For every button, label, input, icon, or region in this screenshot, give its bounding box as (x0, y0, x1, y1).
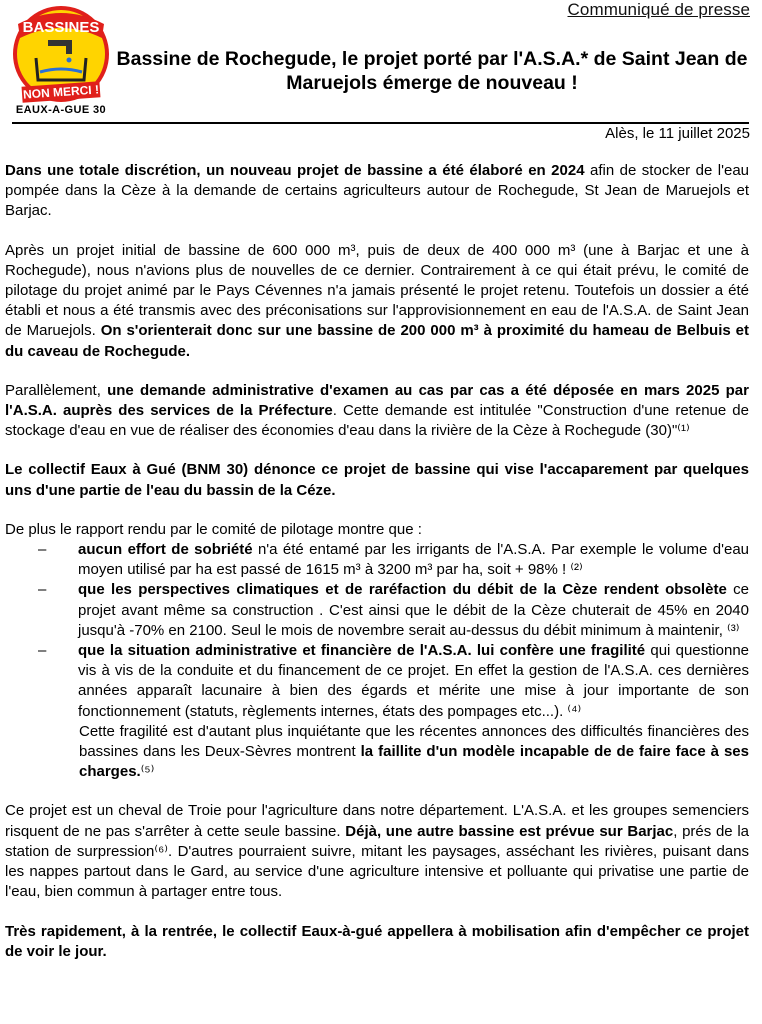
press-release-body (5, 161, 749, 981)
list-item (5, 641, 749, 722)
history-text: Après un projet initial de bassine de 600 000 m³, puis de deux de 400 000 m³ (une à Barjac et une à Rochegude), nous n'avions plus de nouvelles de ce dernier. Contrairement à ce qui était prévu, le comité de pilotage du projet animé par le Pays Cévennes n'a jamais présenté le projet retenu. Toutefois un dossier a été établi et nous a été transmis avec des préconisations sur l'approvisionnement en eau de l'A.S.A. de Saint Jean de Maruejols. (5, 241, 749, 340)
list-item-text: qui questionne vis à vis de la conduite et du financement de ce projet. En effet la gestion de l'A.S.A. ces dernières années apparaît lacunaire à bien des égards et mérite une mise à jour importante de son fonctionnement (statuts, règlements internes, états des pompages etc...). ⁽⁴⁾ (78, 642, 750, 720)
trojan-bold-text: Déjà, une autre bassine est prévue sur Barjac (345, 822, 674, 840)
fragility-followup (79, 722, 749, 783)
footnote-marker: ⁽⁵⁾ (140, 763, 155, 781)
paragraph-administrative-request (5, 381, 749, 442)
release-date: Alès, le 11 juillet 2025 (605, 125, 750, 142)
paragraph-collective-statement: Le collectif Eaux à Gué (BNM 30) dénonce ce projet de bassine qui vise l'accaparement par quelques uns d'une partie de l'eau du bassin de la Céze. (5, 461, 749, 499)
svg-text:NON MERCI !: NON MERCI ! (22, 82, 100, 102)
findings-intro: De plus le rapport rendu par le comité de pilotage montre que : (5, 520, 422, 538)
request-lead-text: Parallèlement, (5, 381, 108, 399)
logo-caption: EAUX-A-GUE 30 (15, 104, 107, 116)
followup-text: Cette fragilité est d'autant plus inquiétante que les récentes annonces des difficultés financières des bassines dans les Deux-Sèvres montrent (79, 722, 749, 761)
list-item-bold: que les perspectives climatiques et de raréfaction du débit de la Cèze rendent obsolète (78, 581, 727, 599)
paragraph-project-history (5, 241, 749, 362)
page-title: Bassine de Rochegude, le projet porté par l'A.S.A.* de Saint Jean de Maruejols émerge de nouveau ! (116, 48, 748, 94)
document-type-label: Communiqué de presse (567, 0, 750, 19)
list-item-text: ce projet avant même sa construction . C'est ainsi que le débit de la Cèze chuterait de 45% en 2040 jusqu'à -70% en 2100. Seul le mois de novembre serait au-dessus du débit minimum à maintenir, ⁽³⁾ (78, 581, 750, 639)
svg-text:BASSINES: BASSINES (22, 19, 100, 36)
logo-emblem-icon (8, 4, 114, 108)
collective-logo (8, 4, 114, 122)
steering-report-findings (5, 520, 749, 783)
intro-bold-text: Dans une totale discrétion, un nouveau projet de bassine a été élaboré en 2024 (5, 162, 585, 179)
trojan-text: , prés de la station de surpression⁽⁶⁾. D'autres pourraient suivre, mitant les paysages, asséchant les rivières, puisant dans les nappes partout dans le Gard, au service d'une agriculture intensive et polluante qui privatise une partie de l'eau, bien commun à partager entre tous. (5, 822, 750, 901)
list-dash: – (38, 642, 47, 660)
followup-bold-text: la faillite d'un modèle incapable de de faire face à ses charges. (79, 743, 749, 781)
list-dash: – (38, 581, 47, 599)
request-text: . Cette demande est intitulée "Construction d'une retenue de stockage d'eau en vue de réaliser des économies d'eau dans la rivière de la Cèze à Rochegude (30)"⁽¹⁾ (5, 402, 749, 440)
list-item-text: n'a été entamé par les irrigants de l'A.S.A. Par exemple le volume d'eau moyen utilisé par ha est passé de 1615 m³ à 3200 m³ par ha, soit + 98% ! ⁽²⁾ (78, 541, 750, 579)
list-item-bold: que la situation administrative et financière de l'A.S.A. lui confère une fragilité (78, 642, 646, 660)
paragraph-call-to-mobilisation: Très rapidement, à la rentrée, le collectif Eaux-à-gué appellera à mobilisation afin d'empêcher ce projet de voir le jour. (5, 922, 749, 960)
intro-text: afin de stocker de l'eau pompée dans la Cèze à la demande de certains agriculteurs autour de Rochegude, St Jean de Maruejols et Barjac. (5, 162, 749, 220)
trojan-lead-text: Ce projet est un cheval de Troie pour l'agriculture dans notre département. L'A.S.A. et les groupes semenciers risquent de ne pas s'arrêter à cette seule bassine. (5, 802, 749, 840)
paragraph-intro (5, 161, 749, 222)
list-item-bold: aucun effort de sobriété (78, 541, 253, 559)
list-dash: – (38, 541, 47, 559)
request-bold-text: une demande administrative d'examen au cas par cas a été déposée en mars 2025 par l'A.S.A. auprès des services de la Préfecture (5, 381, 749, 420)
list-item (5, 580, 749, 641)
header-divider (12, 122, 749, 124)
history-bold-text: On s'orienterait donc sur une bassine de 200 000 m³ à proximité du hameau de Belbuis et du caveau de Rochegude. (5, 322, 749, 360)
list-item (5, 540, 749, 580)
paragraph-trojan-horse (5, 801, 749, 902)
